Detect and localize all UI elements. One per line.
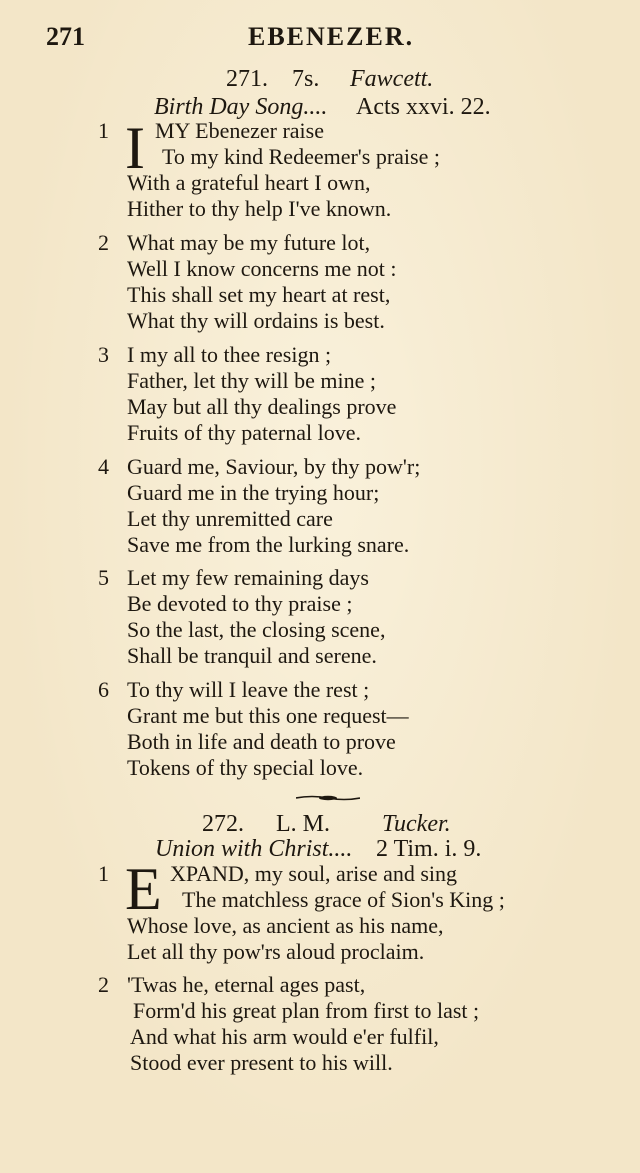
hymn-tune: Fawcett. [350, 66, 434, 92]
verse-number: 2 [98, 972, 109, 997]
verse-line: Let my few remaining days [127, 565, 369, 590]
page-number: 271 [46, 22, 85, 51]
verse-number: 5 [98, 565, 109, 590]
verse-number: 1 [98, 861, 109, 886]
verse-line: Save me from the lurking snare. [127, 532, 410, 557]
verse-line: The matchless grace of Sion's King ; [182, 887, 505, 912]
verse-number: 3 [98, 342, 109, 367]
verse-number: 1 [98, 118, 109, 143]
hymn-number: 271. [226, 66, 268, 92]
verse-line: Fruits of thy paternal love. [127, 420, 362, 445]
verse-line: May but all thy dealings prove [127, 394, 397, 419]
verse-line: What may be my future lot, [127, 230, 371, 255]
verse-line: Form'd his great plan from first to last ; [133, 998, 480, 1023]
verse-line: I my all to thee resign ; [127, 342, 332, 367]
hymn-topic: Union with Christ.... [155, 836, 353, 862]
running-title: EBENEZER. [248, 22, 415, 51]
verse-line: Tokens of thy special love. [127, 755, 364, 780]
ornament-divider [296, 795, 360, 801]
verse-line: To thy will I leave the rest ; [127, 677, 370, 702]
verse-number: 4 [98, 454, 109, 479]
hymn-number: 272. [202, 811, 244, 837]
drop-cap: I [125, 115, 145, 181]
verse-line: To my kind Redeemer's praise ; [162, 144, 440, 169]
verse-number: 2 [98, 230, 109, 255]
scripture-reference: 2 Tim. i. 9. [376, 836, 482, 862]
hymn-topic: Birth Day Song.... [154, 94, 328, 120]
verse-line: Be devoted to thy praise ; [127, 591, 353, 616]
verse-line: Well I know concerns me not : [127, 256, 397, 281]
verse-line: Let thy unremitted care [127, 506, 333, 531]
verse-line: Let all thy pow'rs aloud proclaim. [127, 939, 425, 964]
verse-line: This shall set my heart at rest, [127, 282, 391, 307]
page-header [0, 22, 640, 56]
verse-line: Hither to thy help I've known. [127, 196, 392, 221]
verse-line: With a grateful heart I own, [127, 170, 371, 195]
verse-line: Guard me, Saviour, by thy pow'r; [127, 454, 421, 479]
verse-line: Grant me but this one request— [127, 703, 409, 728]
verse-line: And what his arm would e'er fulfil, [130, 1024, 439, 1049]
hymn-tune: Tucker. [382, 811, 451, 837]
verse-line: So the last, the closing scene, [127, 617, 386, 642]
verse-line: Whose love, as ancient as his name, [127, 913, 444, 938]
verse-line: What thy will ordains is best. [127, 308, 385, 333]
hymn-meter: L. M. [276, 811, 330, 837]
scripture-reference: Acts xxvi. 22. [356, 94, 491, 120]
verse-line: Shall be tranquil and serene. [127, 643, 377, 668]
verse-number: 6 [98, 677, 109, 702]
verse-line: 'Twas he, eternal ages past, [127, 972, 366, 997]
verse-line: Both in life and death to prove [127, 729, 396, 754]
drop-cap: E [125, 856, 162, 922]
verse-line: XPAND, my soul, arise and sing [170, 861, 458, 886]
verse-line: MY Ebenezer raise [155, 118, 324, 143]
hymn-meter: 7s. [292, 66, 320, 92]
verse-line: Guard me in the trying hour; [127, 480, 380, 505]
verse-line: Father, let thy will be mine ; [127, 368, 377, 393]
verse-line: Stood ever present to his will. [130, 1050, 393, 1075]
